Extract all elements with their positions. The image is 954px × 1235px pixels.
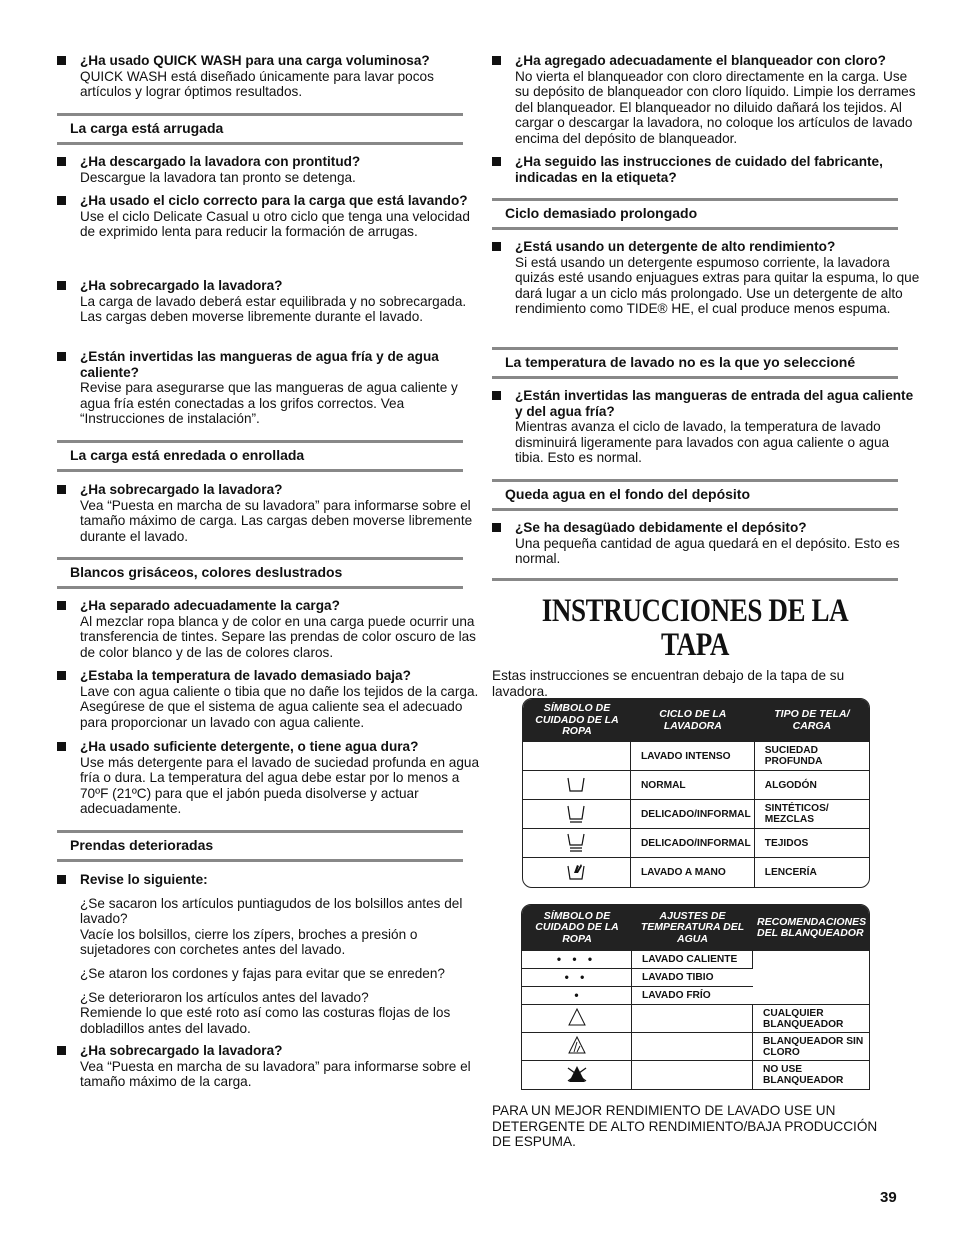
- answer-text: Al mezclar ropa blanca y de color en una carga puede ocurrir una transferencia de tintes. Separe las prendas de color oscuro de las de color blanco y de las de colores claros.: [80, 613, 476, 660]
- triangle-striped-icon: [568, 1036, 586, 1054]
- list-item: [57, 278, 486, 325]
- bleach-cell: [753, 951, 869, 1005]
- question-text: ¿Ha descargado la lavadora con prontitud?: [80, 154, 361, 169]
- list-item: [492, 520, 921, 567]
- bullet-icon: [492, 157, 501, 166]
- list-item: [57, 668, 486, 730]
- temperature-cell: LAVADO FRÍO: [632, 987, 753, 1005]
- table-header: CICLO DE LA LAVADORA: [631, 699, 755, 742]
- table-row: [523, 771, 869, 800]
- bullet-icon: [57, 56, 66, 65]
- temperature-cell: LAVADO TIBIO: [632, 969, 753, 987]
- bullet-icon: [57, 671, 66, 680]
- care-symbol-cell: [523, 742, 631, 771]
- fabric-cell: ALGODÓN: [755, 771, 869, 800]
- temperature-bleach-grid: [522, 905, 869, 1089]
- list-item: [492, 239, 921, 317]
- table-header: AJUSTES DE TEMPERATURA DEL AGUA: [632, 905, 753, 951]
- answer-text: Descargue la lavadora tan pronto se detenga.: [80, 169, 356, 185]
- temperature-cell: LAVADO CALIENTE: [632, 951, 753, 969]
- bullet-icon: [57, 281, 66, 290]
- fabric-cell: LENCERÍA: [764, 867, 817, 878]
- list-item: [492, 53, 921, 147]
- table-row: [522, 951, 869, 969]
- answer-text: Use el ciclo Delicate Casual u otro ciclo que tenga una velocidad de exprimido lenta para reducir la formación de arrugas.: [80, 208, 470, 240]
- temperature-bleach-table: [521, 904, 870, 1090]
- footer-note: PARA UN MEJOR RENDIMIENTO DE LAVADO USE UN DETERGENTE DE ALTO RENDIMIENTO/BAJA PRODUCCIÓN DE ESPUMA.: [492, 1103, 878, 1150]
- table-header: SÍMBOLO DE CUIDADO DE LA ROPA: [522, 905, 632, 951]
- answer-text: QUICK WASH está diseñado únicamente para lavar pocos artículos y lograr óptimos resultados.: [80, 68, 434, 100]
- question-text: ¿Ha agregado adecuadamente el blanqueador con cloro?: [515, 53, 886, 68]
- cycle-cell: DELICADO/INFORMAL: [631, 829, 755, 858]
- cycle-cell: LAVADO A MANO: [631, 858, 755, 887]
- question-text: ¿Están invertidas las mangueras de entrada del agua caliente y del agua fría?: [515, 388, 914, 419]
- bullet-icon: [492, 242, 501, 251]
- cycle-cell: LAVADO INTENSO: [631, 742, 755, 771]
- section-divider: [492, 578, 898, 581]
- table-header: RECOMENDACIONES DEL BLANQUEADOR: [753, 905, 869, 951]
- triangle-icon: [568, 1008, 586, 1026]
- page-title: [529, 594, 862, 662]
- answer-text: Revise para asegurarse que las mangueras de agua caliente y agua fría estén conectadas a los grifos correctos. Vea “Instrucciones de instalación”.: [80, 380, 458, 427]
- wash-tub-permanent-press-icon: [566, 803, 586, 823]
- question-text: ¿Ha sobrecargado la lavadora?: [80, 278, 283, 293]
- wash-tub-delicate-icon: [566, 831, 586, 853]
- section-heading: La temperatura de lavado no es la que yo seleccioné: [492, 347, 898, 379]
- care-symbol-cell: [523, 829, 631, 858]
- answer-text: Vea “Puesta en marcha de su lavadora” para informarse sobre el tamaño máximo de la carga.: [80, 1058, 471, 1090]
- table-row: [522, 1061, 869, 1089]
- bullet-icon: [492, 56, 501, 65]
- question-text: ¿Ha sobrecargado la lavadora?: [80, 1043, 283, 1058]
- care-symbol-cell: [523, 858, 631, 887]
- answer-text: Use más detergente para el lavado de suciedad profunda en agua fría o dura. La temperatura del agua debe estar por lo menos a 70ºF (21ºC) para que el jabón pueda disolverse y actuar adecuadamente.: [80, 754, 480, 817]
- bleach-cell: NO USE BLANQUEADOR: [763, 1064, 844, 1086]
- care-symbol-cell: [523, 800, 631, 829]
- section-heading: Ciclo demasiado prolongado: [492, 198, 898, 230]
- table-row: [522, 1005, 869, 1033]
- question-text: ¿Ha usado suficiente detergente, o tiene agua dura?: [80, 739, 419, 754]
- list-item: [57, 1043, 486, 1090]
- list-item: [57, 193, 486, 240]
- fabric-cell: SINTÉTICOS/ MEZCLAS: [755, 800, 869, 829]
- table-header: TIPO DE TELA/ CARGA: [755, 699, 869, 742]
- table-row: [523, 800, 869, 829]
- bleach-cell: CUALQUIER BLANQUEADOR: [753, 1005, 869, 1033]
- cycle-cell: DELICADO/INFORMAL: [631, 800, 755, 829]
- fabric-cell: SUCIEDAD PROFUNDA: [755, 742, 869, 771]
- bullet-icon: [57, 485, 66, 494]
- question-text: ¿Se ha desagüado debidamente el depósito?: [515, 520, 807, 535]
- temperature-cell: [632, 1033, 753, 1061]
- table-row: [523, 742, 869, 771]
- list-item: [492, 154, 921, 185]
- list-item: [492, 388, 921, 466]
- care-symbol-cell: [522, 1061, 632, 1089]
- question-text: ¿Ha separado adecuadamente la carga?: [80, 598, 340, 613]
- care-symbol-cell: [522, 1033, 632, 1061]
- answer-text: Una pequeña cantidad de agua quedará en el depósito. Esto es normal.: [515, 535, 900, 567]
- answer-text: La carga de lavado deberá estar equilibrada y no sobrecargada. Las cargas deben moverse libremente durante el lavado.: [80, 293, 467, 325]
- list-item: [57, 872, 486, 1036]
- question-text: ¿Ha usado QUICK WASH para una carga voluminosa?: [80, 53, 430, 68]
- cycle-table: [522, 698, 870, 888]
- list-item: [57, 482, 486, 544]
- list-item: [57, 53, 486, 100]
- temperature-cell: [632, 1061, 753, 1089]
- paragraph-text: ¿Se ataron los cordones y fajas para evitar que se enreden?: [80, 965, 445, 981]
- checklist-paragraphs: [80, 896, 486, 1037]
- cycle-cell: NORMAL: [631, 771, 755, 800]
- list-item: [57, 598, 486, 660]
- care-symbol-cell: [523, 771, 631, 800]
- question-text: ¿Estaba la temperatura de lavado demasiado baja?: [80, 668, 411, 683]
- bullet-icon: [57, 196, 66, 205]
- bullet-icon: [57, 601, 66, 610]
- answer-text: No vierta el blanqueador con cloro directamente en la carga. Use su depósito de blanqueador con cloro líquido. Limpie los derrames del blanqueador. El blanqueador no diluido dañará los tejidos. Al cargar o descargar la lavadora, no coloque los artículos de lavado encima del depósito de blanqueador.: [515, 68, 916, 146]
- section-heading: Prendas deterioradas: [57, 830, 463, 862]
- bullet-icon: [57, 742, 66, 751]
- bullet-icon: [57, 875, 66, 884]
- bullet-icon: [492, 523, 501, 532]
- section-heading: La carga está enredada o enrollada: [57, 440, 463, 472]
- care-symbol-cell: [522, 1005, 632, 1033]
- temperature-cell: [632, 1005, 753, 1033]
- list-item: [57, 349, 486, 427]
- bullet-icon: [57, 157, 66, 166]
- answer-text: Si está usando un detergente espumoso corriente, la lavadora quizás esté usando enjuagues extras para quitar la espuma, lo que dará lugar a un ciclo más prolongado. Use un detergente de alto rendimiento como TIDE® HE, el cual produce menos espuma.: [515, 254, 920, 317]
- table-row: [523, 829, 869, 858]
- lid-intro-text: Estas instrucciones se encuentran debajo de la tapa de su lavadora.: [492, 668, 845, 699]
- question-text: ¿Ha sobrecargado la lavadora?: [80, 482, 283, 497]
- temperature-dots: • •: [522, 969, 632, 987]
- bullet-icon: [57, 352, 66, 361]
- hand-wash-icon: [566, 861, 586, 881]
- table-header: SÍMBOLO DE CUIDADO DE LA ROPA: [523, 699, 631, 742]
- question-text: ¿Ha usado el ciclo correcto para la carga que está lavando?: [80, 193, 468, 208]
- bullet-icon: [492, 391, 501, 400]
- answer-text: Vea “Puesta en marcha de su lavadora” para informarse sobre el tamaño máximo de carga. Las cargas deben moverse libremente durante el lavado.: [80, 497, 473, 544]
- answer-text: Lave con agua caliente o tibia que no dañe los tejidos de la carga. Asegúrese de que el sistema de agua caliente sea el adecuado para proporcionar un lavado con agua caliente.: [80, 683, 479, 730]
- cycle-table-grid: [523, 699, 869, 887]
- bleach-cell: BLANQUEADOR SIN CLORO: [753, 1033, 869, 1061]
- temperature-dots: •: [522, 987, 632, 1005]
- paragraph-text: ¿Se sacaron los artículos puntiagudos de los bolsillos antes del lavado? Vacíe los bolsillos, cierre los zípers, broches a presión o sujetadores con corchetes antes del lavado.: [80, 895, 463, 958]
- table-row: [523, 858, 869, 887]
- list-item: [57, 154, 486, 185]
- page-number: 39: [880, 1189, 897, 1206]
- section-heading: Queda agua en el fondo del depósito: [492, 479, 898, 511]
- paragraph-text: ¿Se deterioraron los artículos antes del lavado? Remiende lo que esté roto así como las costuras flojas de los dobladillos antes del lavado.: [80, 989, 451, 1036]
- question-text: Revise lo siguiente:: [80, 872, 208, 887]
- answer-text: Mientras avanza el ciclo de lavado, la temperatura de lavado disminuirá ligeramente para lavados con agua caliente o agua tibia. Esto es normal.: [515, 419, 890, 466]
- title-line: INSTRUCCIONES DE LA: [541, 593, 849, 629]
- title-line: TAPA: [660, 627, 730, 663]
- question-text: ¿Ha seguido las instrucciones de cuidado del fabricante, indicadas en la etiqueta?: [515, 154, 883, 185]
- section-heading: Blancos grisáceos, colores deslustrados: [57, 557, 463, 589]
- question-text: ¿Está usando un detergente de alto rendimiento?: [515, 239, 836, 254]
- question-text: ¿Están invertidas las mangueras de agua fría y de agua caliente?: [80, 349, 439, 380]
- temperature-dots: • • •: [522, 951, 632, 969]
- fabric-cell: TEJIDOS: [755, 829, 869, 858]
- triangle-filled-crossed-icon: [565, 1065, 589, 1083]
- section-heading: La carga está arrugada: [57, 113, 463, 145]
- table-row: [522, 1033, 869, 1061]
- list-item: [57, 739, 486, 817]
- bullet-icon: [57, 1046, 66, 1055]
- wash-tub-icon: [566, 775, 586, 793]
